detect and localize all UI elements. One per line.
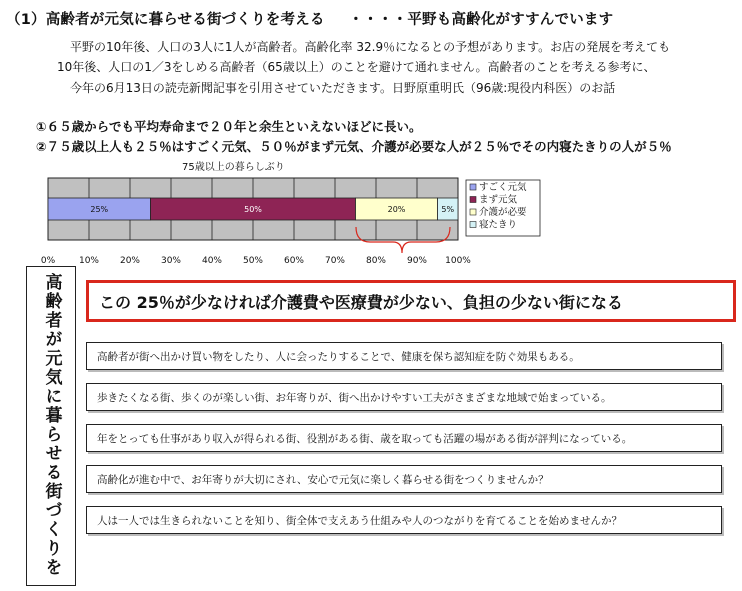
info-box-text: 年をとっても仕事があり収入が得られる街、役割がある街、歳を取っても活躍の場がある街が評判になっている。 — [97, 432, 633, 445]
info-box-text: 人は一人では生きられないことを知り、街全体で支えあう仕組みや人のつながりを育てることを始めませんか？ — [97, 514, 622, 527]
x-tick-label: 50% — [242, 256, 264, 266]
legend-swatch — [470, 209, 476, 215]
x-tick-label: 30% — [160, 256, 182, 266]
point-2: ②７５歳以上人も２５％はすごく元気、５０％がまず元気、介護が必要な人が２５％でその内寝たきりの人が５％ — [36, 139, 672, 154]
callout-text: この 25％が少なければ介護費や医療費が少ない、負担の少ない街になる — [99, 292, 623, 312]
heading-main: （1）高齢者が元気に暮らせる街づくりを考える — [6, 12, 325, 28]
heading-sub: ・・・・平野も高齢化がすすんでいます — [348, 12, 614, 28]
legend-label: まず元気 — [479, 194, 518, 206]
info-box-5 — [86, 506, 722, 534]
x-tick-label: 40% — [201, 256, 223, 266]
callout-box — [86, 280, 736, 322]
x-tick-label: 80% — [365, 256, 387, 266]
bar-data-label: 20% — [387, 205, 406, 214]
info-box-2 — [86, 383, 722, 411]
legend-label: 寝たきり — [479, 219, 518, 231]
vertical-title-box — [26, 266, 76, 586]
x-tick-label: 0% — [40, 256, 56, 266]
legend-swatch — [470, 197, 476, 203]
legend-label: 介護が必要 — [479, 207, 527, 218]
stacked-bar-chart — [0, 170, 527, 270]
page-heading — [6, 8, 613, 29]
info-box-1 — [86, 342, 722, 370]
info-box-text: 高齢化が進む中で、お年寄りが大切にされ、安心で元気に楽しく暮らせる街をつくりませんか？ — [97, 473, 549, 486]
intro-line-2: 10年後、人口の1／3をしめる高齢者（65歳以上）のことを避けて通れません。高齢者のことを考える参考に、 — [57, 60, 656, 74]
x-tick-label: 60% — [283, 256, 305, 266]
info-box-3 — [86, 424, 722, 452]
x-tick-label: 10% — [78, 256, 100, 266]
legend-label: すごく元気 — [479, 182, 527, 193]
x-tick-label: 70% — [324, 256, 346, 266]
chart-title: 75歳以上の暮らしぶり — [182, 162, 285, 173]
x-tick-label: 100% — [445, 256, 471, 266]
info-box-text: 高齢者が街へ出かけ買い物をしたり、人に会ったりすることで、健康を保ち認知症を防ぐ効果もある。 — [97, 350, 580, 363]
info-box-4 — [86, 465, 722, 493]
info-box-text: 歩きたくなる街、歩くのが楽しい街、お年寄りが、街へ出かけやすい工夫がさまざまな地域で始まっている。 — [97, 391, 612, 404]
x-tick-label: 90% — [406, 256, 428, 266]
intro-line-3: 今年の6月13日の読売新聞記事を引用させていただきます。日野原重明氏（96歳:現役内科医）のお話 — [70, 81, 616, 95]
bar-data-label: 50% — [244, 205, 262, 214]
x-tick-label: 20% — [119, 256, 141, 266]
bar-data-label: 25% — [90, 205, 109, 214]
bar-data-label: 5% — [441, 205, 455, 214]
intro-line-1: 平野の10年後、人口の3人に1人が高齢者。高齢化率 32.9％になるとの予想があります。お店の発展を考えても — [70, 40, 671, 54]
legend-swatch — [470, 184, 476, 190]
point-1: ①６５歳からでも平均寿命まで２０年と余生といえないほどに長い。 — [36, 119, 422, 134]
legend-swatch — [470, 222, 476, 228]
vertical-title: 高齢者が元気に暮らせる街づくりを — [41, 273, 62, 577]
